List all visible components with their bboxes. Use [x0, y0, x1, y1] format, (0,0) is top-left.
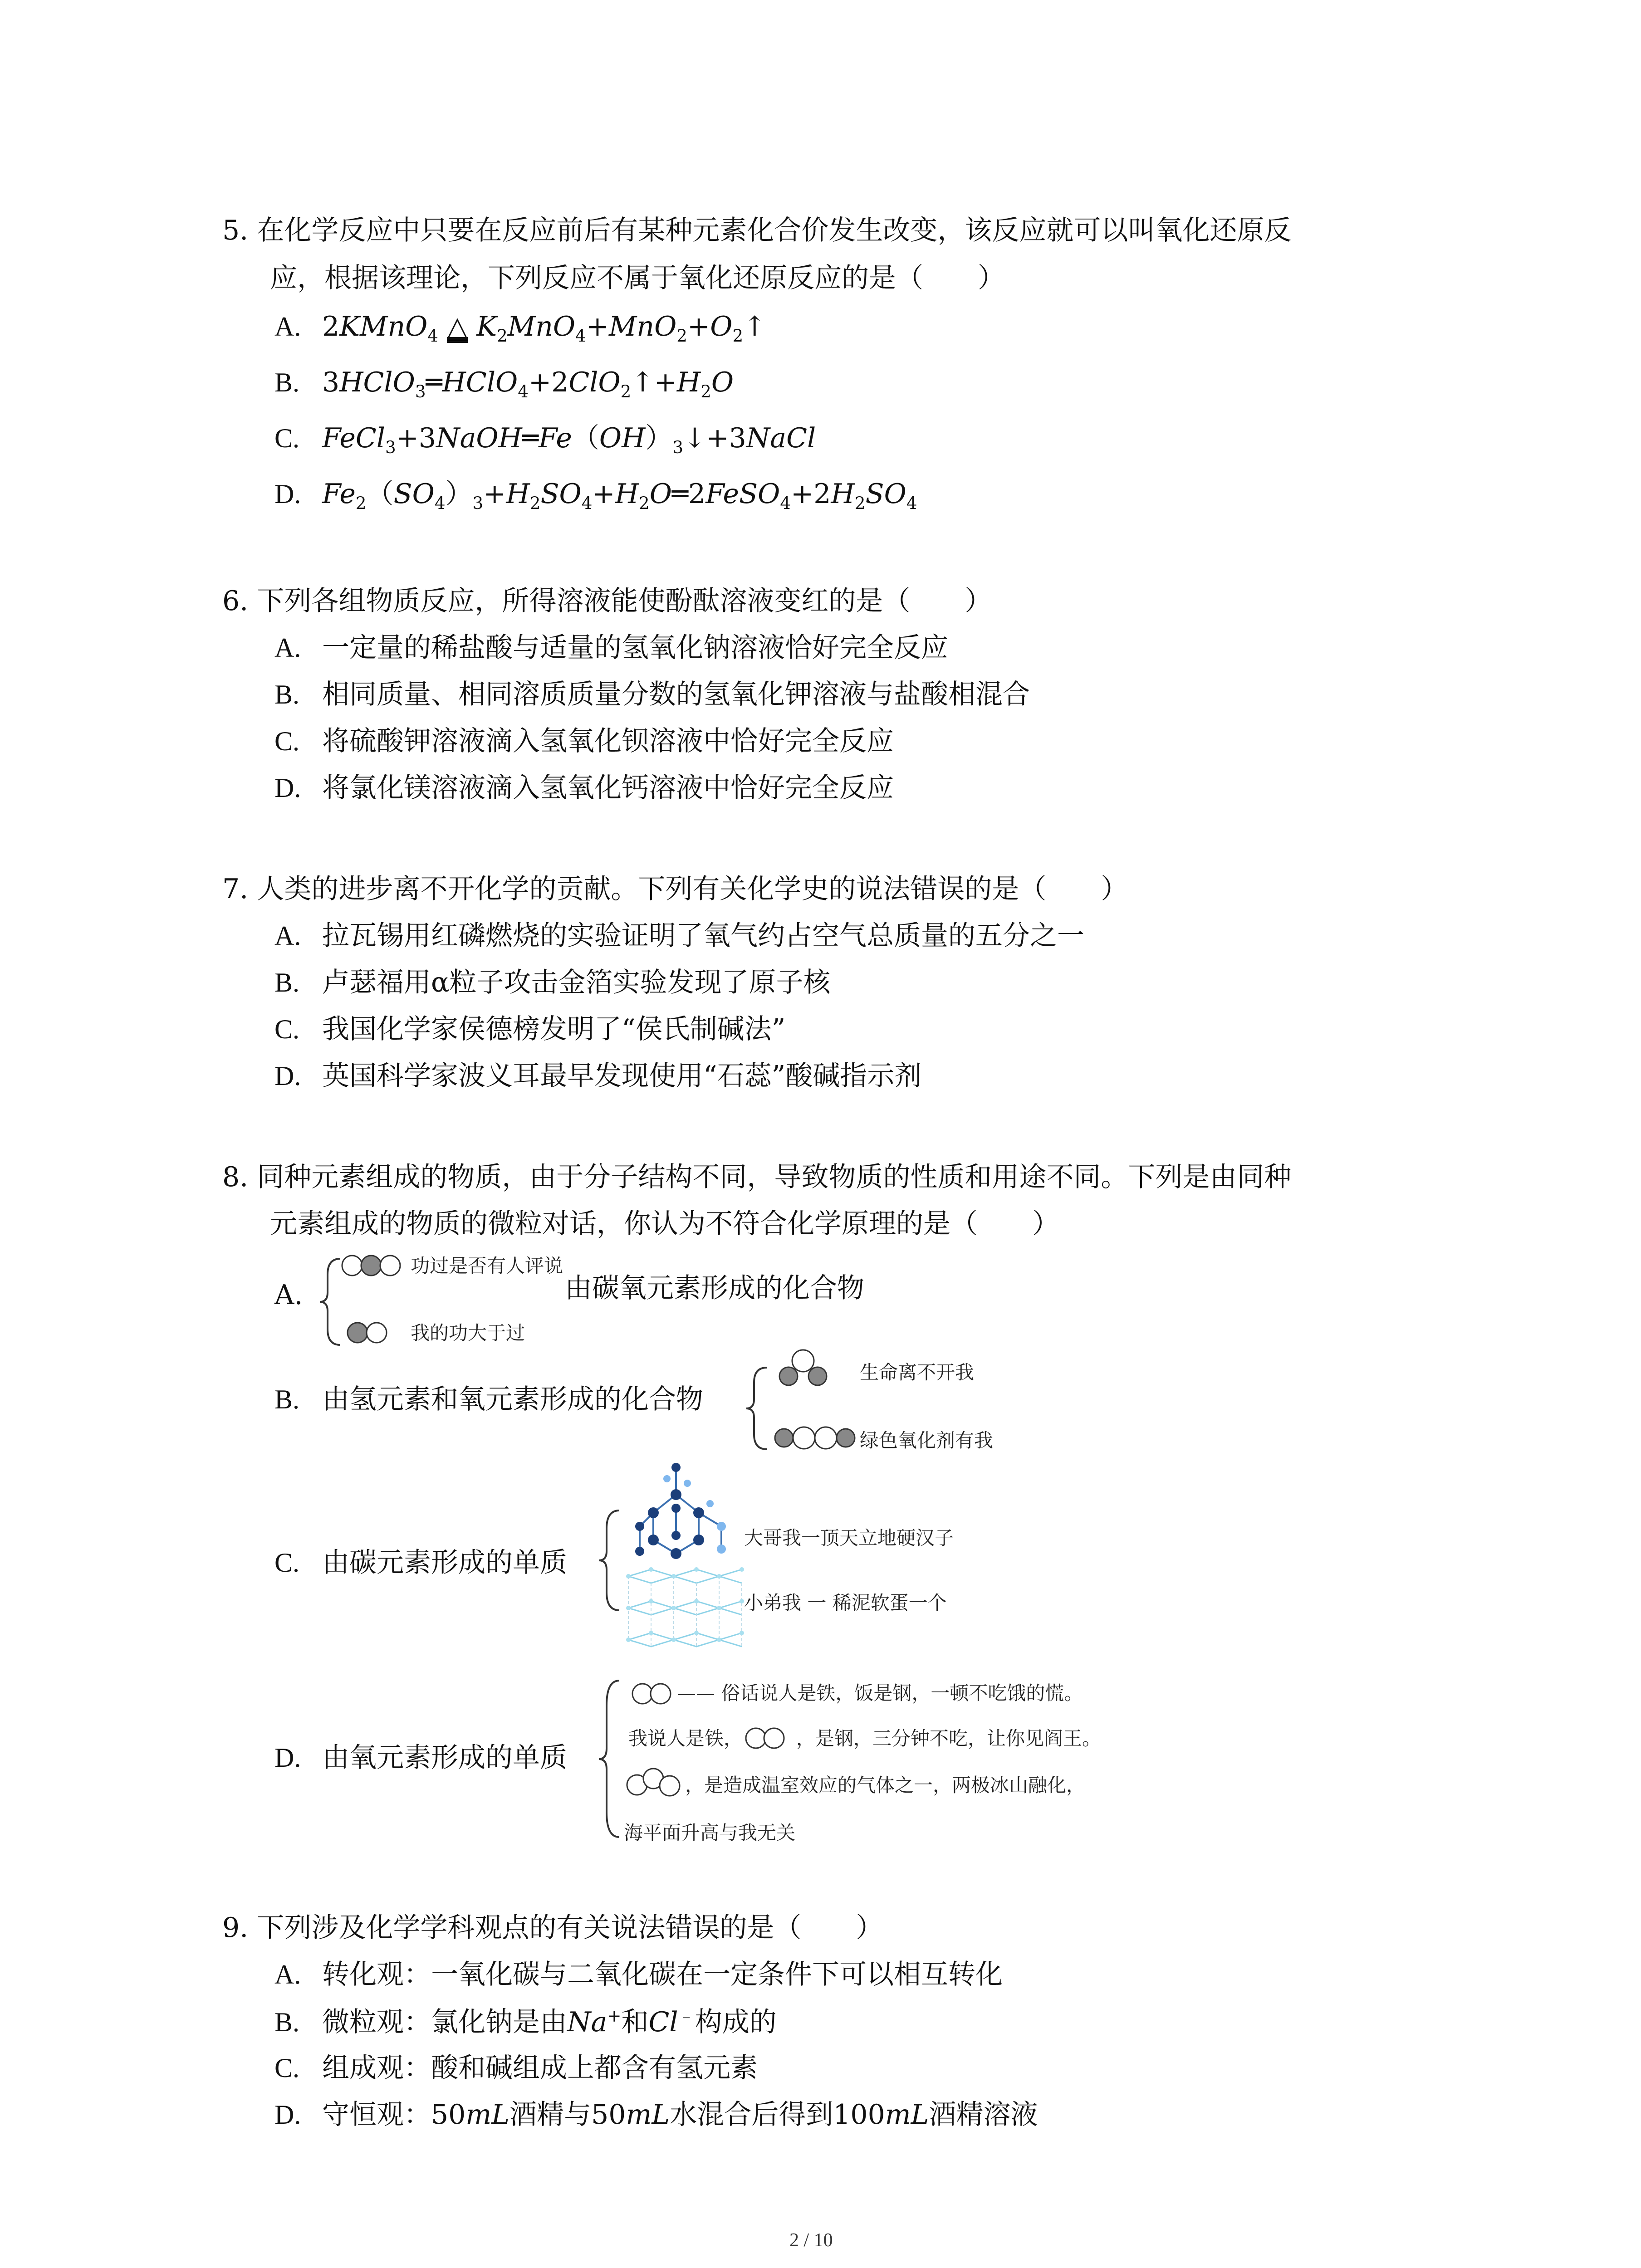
equation: $FeCl_3+3NaOH═Fe(OH)_3↓+3NaCl$: [322, 422, 816, 457]
q9-option-b: [274, 2008, 777, 2036]
option-label: C.: [274, 2053, 300, 2083]
q8c-bubble1: 大哥我一顶天立地硬汉子: [744, 1527, 954, 1549]
option-label: B.: [274, 1384, 300, 1414]
q8-option-b: [274, 1383, 703, 1415]
q8-option-c: [274, 1547, 567, 1579]
oxygen-molecule-icon: [631, 1682, 681, 1706]
page-number: 2 / 10: [789, 2230, 833, 2251]
equation: 2KMnO$_4$ △ $K_2MnO_4+MnO_2+O_2↑$: [322, 311, 766, 346]
q7-option-b: [274, 969, 831, 996]
option-label: B.: [274, 679, 300, 709]
graphite-structure-icon: [624, 1567, 746, 1653]
option-label: C.: [274, 726, 300, 756]
q8d-brace-icon: [597, 1678, 624, 1842]
option-label: B.: [274, 367, 300, 397]
ozone-molecule-icon: [625, 1767, 689, 1799]
option-text: 将硫酸钾溶液滴入氢氧化钡溶液中恰好完全反应: [322, 725, 894, 757]
q8b-bubble2: 绿色氧化剂有我: [860, 1429, 994, 1452]
q7-option-d: [274, 1062, 921, 1090]
q8-stem-line1: 8. 同种元素组成的物质，由于分子结构不同，导致物质的性质和用途不同。下列是由同种: [222, 1161, 1292, 1193]
option-text: 酒精溶液: [929, 2099, 1038, 2131]
q9-option-c: [274, 2054, 758, 2082]
q5-stem-line1: 5. 在化学反应中只要在反应前后有某种元素化合价发生改变，该反应就可以叫氧化还原反: [222, 215, 1292, 246]
equation: $3HClO_3═HClO_4+2ClO_2↑+H_2O$: [322, 367, 734, 401]
q8a-bubble1: 功过是否有人评说: [411, 1255, 563, 1277]
unit-ml: mL: [626, 2099, 670, 2131]
option-text: 由氢元素和氧元素形成的化合物: [322, 1383, 703, 1415]
option-text: 将氯化镁溶液滴入氢氧化钙溶液中恰好完全反应: [322, 772, 894, 804]
unit-ml: mL: [465, 2099, 510, 2131]
q5-option-d: [274, 480, 917, 512]
water-molecule-icon: [776, 1348, 830, 1389]
option-text: 相同质量、相同溶质质量分数的氢氧化钾溶液与盐酸相混合: [322, 679, 1030, 710]
hydrogen-peroxide-molecule-icon: [771, 1424, 862, 1452]
co-molecule-icon: [345, 1320, 399, 1347]
q5-stem-line2: 应，根据该理论，下列反应不属于氧化还原反应的是（ ）: [270, 262, 1005, 294]
ion-formula: Na+和Cl﹣: [567, 2006, 695, 2038]
q8-option-a-label: A.: [274, 1279, 303, 1311]
q8c-brace-icon: [597, 1508, 624, 1613]
co2-molecule-icon: [339, 1253, 412, 1280]
option-text: 由氧元素形成的单质: [322, 1742, 567, 1774]
unit-ml: mL: [885, 2099, 929, 2131]
option-label: A.: [274, 921, 301, 951]
option-label: C.: [274, 423, 300, 453]
option-text: 由碳元素形成的单质: [322, 1547, 567, 1579]
option-text: 微粒观：氯化钠是由: [322, 2006, 567, 2038]
q8b-bubble1: 生命离不开我: [860, 1361, 975, 1383]
q6-option-a: [274, 632, 948, 664]
option-label: A.: [274, 1960, 301, 1989]
option-text: 卢瑟福用α粒子攻击金箔实验发现了原子核: [322, 967, 831, 998]
option-text: 拉瓦锡用红磷燃烧的实验证明了氧气约占空气总质量的五分之一: [322, 920, 1084, 952]
q8d-line3: ，是造成温室效应的气体之一，两极冰山融化，: [685, 1774, 1086, 1796]
option-label: D.: [274, 1061, 301, 1091]
q8b-brace-icon: [744, 1365, 771, 1452]
option-label: A.: [274, 312, 301, 342]
option-text: 英国科学家波义耳最早发现使用“石蕊”酸碱指示剂: [322, 1060, 922, 1092]
q8-option-d: [274, 1742, 567, 1774]
option-label: D.: [274, 479, 301, 509]
option-text: 酒精与50: [509, 2099, 626, 2131]
q9-stem: 9. 下列涉及化学学科观点的有关说法错误的是（ ）: [222, 1912, 883, 1944]
q8d-line1: —— 俗话说人是铁，饭是钢，一顿不吃饿的慌。: [677, 1682, 1083, 1704]
option-label: A.: [274, 633, 301, 663]
q8d-line4: 海平面升高与我无关: [624, 1822, 796, 1844]
q8d-line2a: 我说人是铁，: [628, 1727, 743, 1750]
option-label: C.: [274, 1548, 300, 1578]
option-text: 一定量的稀盐酸与适量的氢氧化钠溶液恰好完全反应: [322, 632, 948, 664]
q5-option-a: [274, 313, 766, 344]
q8c-bubble2: 小弟我 一 稀泥软蛋一个: [744, 1592, 947, 1614]
option-text: 守恒观：50: [322, 2099, 466, 2131]
q8-stem-line2: 元素组成的物质的微粒对话，你认为不符合化学原理的是（ ）: [270, 1208, 1059, 1240]
q8d-line2b: ，是钢，三分钟不吃，让你见阎王。: [796, 1727, 1102, 1750]
q7-stem: 7. 人类的进步离不开化学的贡献。下列有关化学史的说法错误的是（ ）: [222, 873, 1128, 905]
q5-option-b: [274, 369, 734, 400]
option-text-tail: 构成的: [695, 2006, 777, 2038]
option-label: B.: [274, 968, 300, 997]
diamond-structure-icon: [626, 1458, 744, 1567]
q7-option-c: [274, 1013, 786, 1045]
q9-option-a: [274, 1961, 1003, 1988]
option-label: C.: [274, 1014, 300, 1044]
q7-option-a: [274, 920, 1084, 952]
option-label: B.: [274, 2007, 300, 2037]
equation: $Fe_2(SO_4)_3+H_2SO_4+H_2O═2FeSO_4+2H_2SO_4$: [322, 478, 917, 513]
q6-option-b: [274, 681, 1030, 708]
q8a-text: 由碳氧元素形成的化合物: [565, 1272, 864, 1304]
option-text: 转化观：一氧化碳与二氧化碳在一定条件下可以相互转化: [322, 1959, 1003, 1990]
q9-option-d: [274, 2099, 1038, 2131]
option-text: 组成观：酸和碱组成上都含有氢元素: [322, 2052, 758, 2084]
option-label: D.: [274, 2100, 301, 2130]
option-label: D.: [274, 773, 301, 803]
oxygen-molecule-icon-2: [744, 1726, 794, 1751]
q5-option-c: [274, 422, 816, 457]
q6-option-c: [274, 725, 894, 757]
q6-option-d: [274, 774, 894, 802]
q8a-bubble2: 我的功大于过: [411, 1322, 525, 1344]
q6-stem: 6. 下列各组物质反应，所得溶液能使酚酞溶液变红的是（ ）: [222, 585, 992, 617]
option-label: D.: [274, 1743, 301, 1773]
option-text: 我国化学家侯德榜发明了“侯氏制碱法”: [322, 1013, 786, 1045]
option-text: 水混合后得到100: [670, 2099, 885, 2131]
